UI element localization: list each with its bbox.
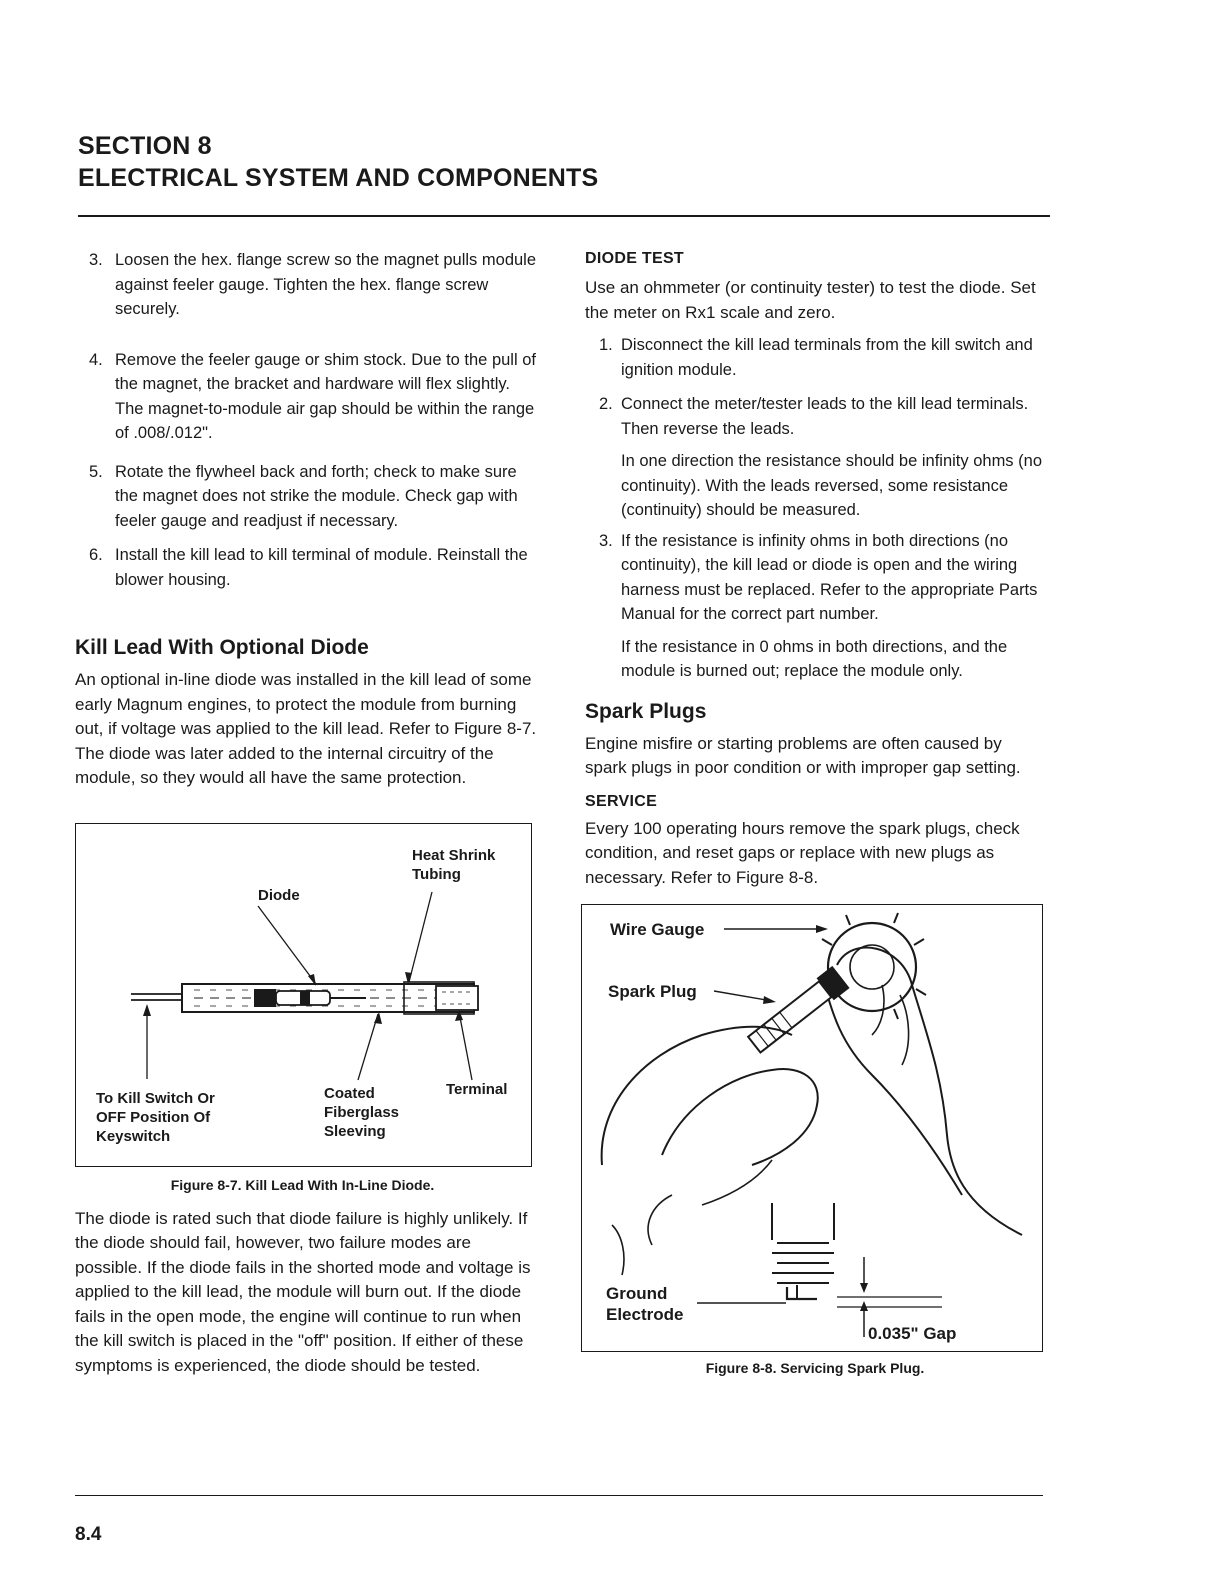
- diode-test-step-3-list: [585, 529, 1047, 627]
- step-3: [75, 248, 537, 322]
- spark-plugs-heading: Spark Plugs: [585, 699, 707, 723]
- kill-lead-paragraph: An optional in-line diode was installed in the kill lead of some early Magnum engines, to protect the module from burning out, if voltage was applied to the kill lead. Refer to Figure 8-7. The diode was later added to the internal circuitry of the module, so they would all have the same protection.: [75, 670, 537, 787]
- step-text: Install the kill lead to kill terminal of module. Reinstall the blower housing.: [115, 546, 528, 589]
- step-text: Rotate the flywheel back and forth; check to make sure the magnet does not strike the module. Check gap with feeler gauge and readjust if necessary.: [115, 462, 518, 530]
- step-text: If the resistance is infinity ohms in both directions (no continuity), the kill lead or diode is open and the wiring harness must be replaced. Refer to the appropriate Parts Manual for the correct part number.: [621, 531, 1038, 623]
- diode-step-3-note: If the resistance in 0 ohms in both directions, and the module is burned out; replace the module only.: [621, 637, 1008, 680]
- step-number: 4.: [89, 350, 103, 369]
- diode-test-steps: [585, 333, 1047, 441]
- left-column: [75, 248, 537, 1378]
- label-gap: 0.035" Gap: [868, 1324, 957, 1343]
- spark-plugs-paragraph: Engine misfire or starting problems are often caused by spark plugs in poor condition or with improper gap setting.: [585, 733, 1021, 777]
- figure-8-7-caption: Figure 8-7. Kill Lead With In-Line Diode.: [170, 1176, 435, 1193]
- step-5: [75, 460, 537, 534]
- step-number: 3.: [89, 251, 103, 269]
- diode-test-intro: Use an ohmmeter (or continuity tester) to test the diode. Set the meter on Rx1 scale and zero.: [585, 278, 1036, 322]
- label-to-kill-switch: To Kill Switch Or OFF Position Of Keyswitch: [96, 1089, 215, 1145]
- service-paragraph: Every 100 operating hours remove the spark plugs, check condition, and reset gaps or replace with new plugs as necessary. Refer to Figure 8-8.: [585, 818, 1020, 887]
- step-text: Remove the feeler gauge or shim stock. Due to the pull of the magnet, the bracket and hardware will flex slightly. The magnet-to-module air gap should be within the range of .008/.012".: [115, 350, 536, 442]
- diode-step-1: [585, 333, 1047, 382]
- header-rule: [78, 215, 1050, 217]
- diode-test-heading: DIODE TEST: [585, 250, 685, 267]
- step-number: 6.: [89, 546, 103, 564]
- section-header: [78, 130, 1058, 194]
- step-number: 2.: [599, 395, 613, 413]
- figure-8-8: [581, 904, 1043, 1352]
- section-title: ELECTRICAL SYSTEM AND COMPONENTS: [78, 164, 599, 192]
- step-4: [75, 348, 537, 446]
- left-step-list: [75, 248, 537, 592]
- section-number: SECTION 8: [78, 132, 212, 160]
- label-diode: Diode: [258, 886, 300, 904]
- figure-8-7: [75, 823, 532, 1167]
- label-terminal: Terminal: [446, 1080, 508, 1098]
- label-coated-fiberglass-sleeving: Coated Fiberglass Sleeving: [324, 1084, 400, 1140]
- right-column: [585, 248, 1047, 1376]
- label-wire-gauge: Wire Gauge: [610, 920, 705, 939]
- diode-step-2: [585, 392, 1047, 441]
- diode-step-3: [585, 529, 1047, 627]
- label-heat-shrink-tubing: Heat Shrink Tubing: [412, 846, 496, 883]
- service-heading: SERVICE: [585, 792, 658, 810]
- label-ground-electrode: Ground Electrode: [606, 1284, 684, 1324]
- step-text: Loosen the hex. flange screw so the magnet pulls module against feeler gauge. Tighten the hex. flange screw securely.: [115, 251, 537, 318]
- page-number: 8.4: [75, 1524, 102, 1545]
- step-number: 1.: [599, 336, 613, 354]
- diode-rating-paragraph: The diode is rated such that diode failure is highly unlikely. If the diode should fail, however, two failure modes are possible. If the diode fails in the shorted mode and voltage is applied to the kill lead, the module will burn out. If the diode fails in the open mode, the engine will continue to run when the kill switch is placed in the "off" position. If either of these symptoms is experienced, the diode should be tested.: [75, 1208, 531, 1375]
- diode-step-2-note: In one direction the resistance should be infinity ohms (no continuity). With the leads reversed, some resistance (continuity) should be measured.: [621, 452, 1042, 519]
- step-text: Connect the meter/tester leads to the kill lead terminals. Then reverse the leads.: [621, 395, 1029, 438]
- footer-rule: [75, 1495, 1043, 1496]
- label-spark-plug: Spark Plug: [608, 982, 697, 1001]
- figure-8-8-caption: Figure 8-8. Servicing Spark Plug.: [705, 1360, 925, 1376]
- step-text: Disconnect the kill lead terminals from the kill switch and ignition module.: [621, 336, 1033, 379]
- step-6: [75, 543, 537, 592]
- step-number: 3.: [599, 531, 613, 550]
- kill-lead-heading: Kill Lead With Optional Diode: [75, 636, 369, 659]
- step-number: 5.: [89, 462, 103, 481]
